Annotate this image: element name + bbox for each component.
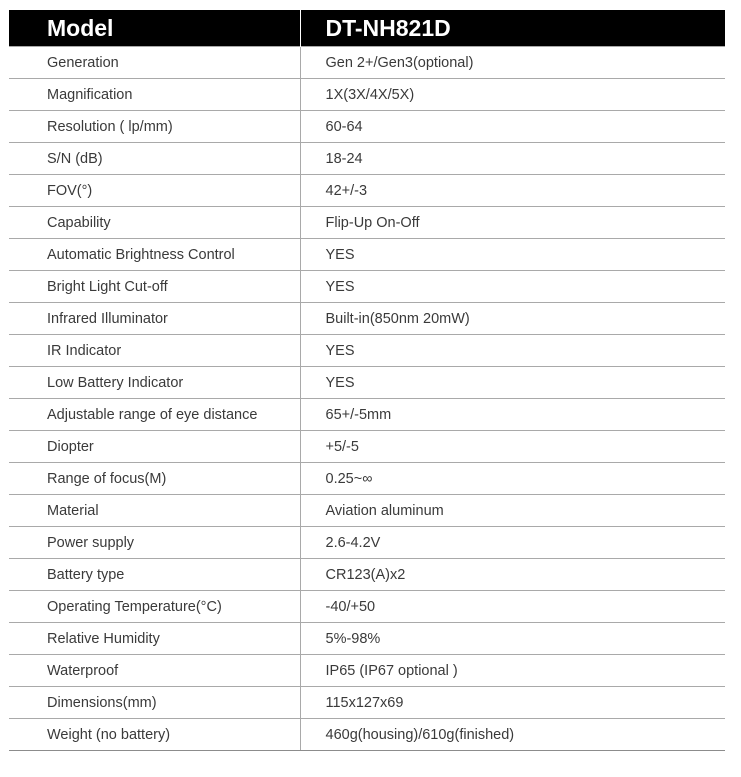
table-row (9, 271, 725, 303)
table-row (9, 399, 725, 431)
table-row (9, 623, 725, 655)
table-row (9, 719, 725, 751)
spec-label: S/N (dB) (9, 143, 300, 175)
spec-value: 42+/-3 (300, 175, 725, 207)
spec-value: IP65 (IP67 optional ) (300, 655, 725, 687)
spec-value: CR123(A)x2 (300, 559, 725, 591)
table-row (9, 687, 725, 719)
spec-label: Operating Temperature(°C) (9, 591, 300, 623)
spec-value: 460g(housing)/610g(finished) (300, 719, 725, 751)
spec-value: 18-24 (300, 143, 725, 175)
spec-label: FOV(°) (9, 175, 300, 207)
spec-value: 2.6-4.2V (300, 527, 725, 559)
header-model-value: DT-NH821D (300, 10, 725, 47)
spec-value: -40/+50 (300, 591, 725, 623)
table-row (9, 239, 725, 271)
table-row (9, 47, 725, 79)
spec-label: Range of focus(M) (9, 463, 300, 495)
spec-label: Low Battery Indicator (9, 367, 300, 399)
spec-label: Waterproof (9, 655, 300, 687)
spec-value: 1X(3X/4X/5X) (300, 79, 725, 111)
spec-value: Aviation aluminum (300, 495, 725, 527)
spec-value: +5/-5 (300, 431, 725, 463)
table-row (9, 335, 725, 367)
table-row (9, 431, 725, 463)
spec-label: Magnification (9, 79, 300, 111)
table-row (9, 463, 725, 495)
spec-value: Gen 2+/Gen3(optional) (300, 47, 725, 79)
spec-value: YES (300, 239, 725, 271)
spec-label: Infrared Illuminator (9, 303, 300, 335)
spec-value: YES (300, 271, 725, 303)
spec-label: Material (9, 495, 300, 527)
spec-value: Built-in(850nm 20mW) (300, 303, 725, 335)
spec-label: Capability (9, 207, 300, 239)
spec-label: Diopter (9, 431, 300, 463)
header-model-label: Model (9, 10, 300, 47)
spec-value: YES (300, 335, 725, 367)
table-row (9, 143, 725, 175)
spec-value: 5%-98% (300, 623, 725, 655)
spec-table (9, 10, 725, 751)
spec-value: 60-64 (300, 111, 725, 143)
spec-label: Resolution ( lp/mm) (9, 111, 300, 143)
table-row (9, 207, 725, 239)
spec-label: Relative Humidity (9, 623, 300, 655)
spec-label: Adjustable range of eye distance (9, 399, 300, 431)
table-row (9, 527, 725, 559)
spec-label: Battery type (9, 559, 300, 591)
spec-value: 115x127x69 (300, 687, 725, 719)
table-row (9, 79, 725, 111)
spec-label: Weight (no battery) (9, 719, 300, 751)
spec-label: Automatic Brightness Control (9, 239, 300, 271)
table-row (9, 495, 725, 527)
spec-value: Flip-Up On-Off (300, 207, 725, 239)
spec-label: Bright Light Cut-off (9, 271, 300, 303)
table-row (9, 111, 725, 143)
table-row (9, 655, 725, 687)
table-header-row (9, 10, 725, 47)
table-row (9, 367, 725, 399)
spec-label: Power supply (9, 527, 300, 559)
table-row (9, 559, 725, 591)
spec-label: Dimensions(mm) (9, 687, 300, 719)
spec-label: Generation (9, 47, 300, 79)
spec-value: 0.25~∞ (300, 463, 725, 495)
table-row (9, 175, 725, 207)
spec-label: IR Indicator (9, 335, 300, 367)
table-row (9, 591, 725, 623)
spec-value: 65+/-5mm (300, 399, 725, 431)
spec-value: YES (300, 367, 725, 399)
table-row (9, 303, 725, 335)
